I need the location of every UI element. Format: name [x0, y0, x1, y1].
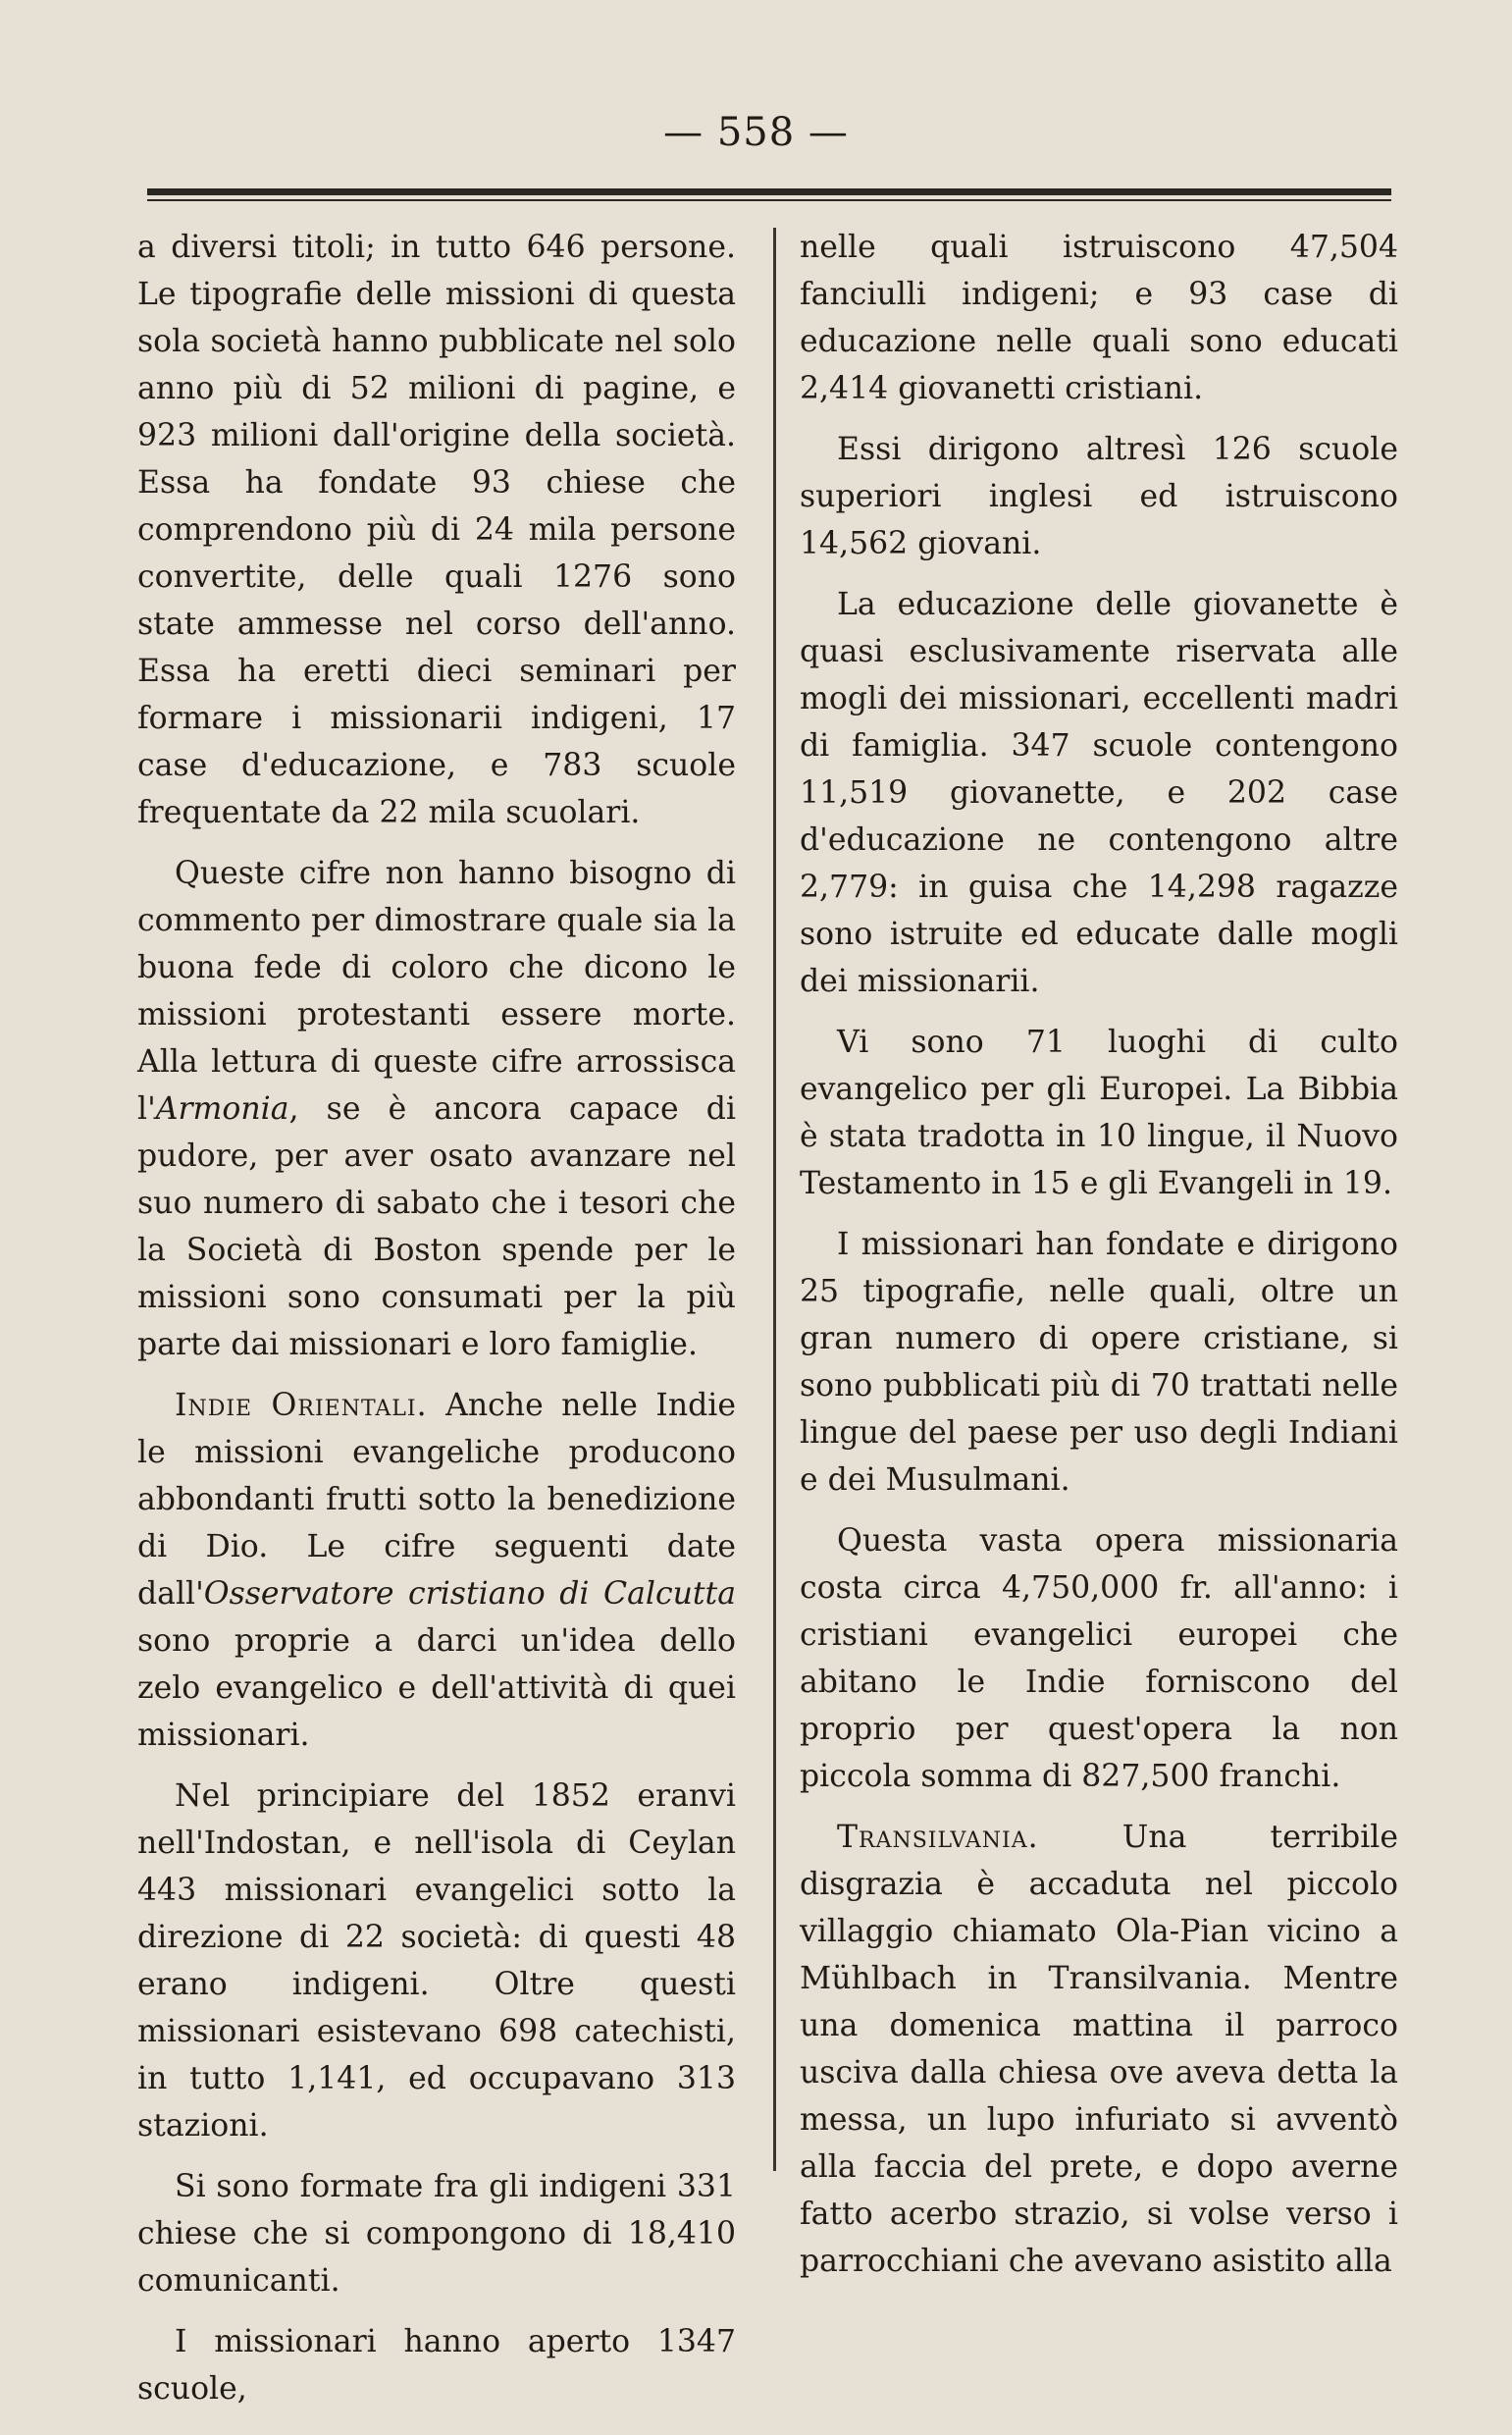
right-column — [800, 224, 1398, 2299]
header-rule-thin — [147, 199, 1391, 201]
paragraph: Essi dirigono altresì 126 scuole superiori inglesi ed istruiscono 14,562 giovani. — [800, 432, 1398, 561]
left-column — [137, 224, 736, 2426]
paragraph: Nel principiare del 1852 eranvi nell'Indostan, e nell'isola di Ceylan 443 missionari evangelici sotto la direzione di 22 società: di questi 48 erano indigeni. Oltre questi missionari esistevano 698 catechisti, in tutto 1,141, ed occupavano 313 stazioni. — [137, 1778, 736, 2144]
paragraph: nelle quali istruiscono 47,504 fanciulli indigeni; e 93 case di educazione nelle quali sono educati 2,414 giovanetti cristiani. — [800, 230, 1398, 406]
header-rule — [147, 188, 1391, 195]
paragraph — [800, 1814, 1398, 2285]
paragraph-text: , se è ancora capace di pudore, per aver osato avanzare nel suo numero di sabato che i tesori che la Società di Boston spende per le missioni sono consumati per la più parte dai missionari e loro famiglie. — [137, 1091, 736, 1362]
column-divider — [773, 228, 776, 2171]
paragraph: I missionari han fondate e dirigono 25 tipografie, nelle quali, oltre un gran numero di opere cristiane, si sono pubblicati più di 70 trattati nelle lingue del paese per uso degli Indiani e dei Musulmani. — [800, 1227, 1398, 1498]
paragraph: Questa vasta opera missionaria costa circa 4,750,000 fr. all'anno: i cristiani evangelici europei che abitano le Indie forniscono del proprio per quest'opera la non piccola somma di 827,500 franchi. — [800, 1523, 1398, 1794]
paragraph: La educazione delle giovanette è quasi esclusivamente riservata alle mogli dei missionari, eccellenti madri di famiglia. 347 scuole contengono 11,519 giovanette, e 202 case d'educazione ne contengono altre 2,779: in guisa che 14,298 ragazze sono istruite ed educate dalle mogli dei missionarii. — [800, 587, 1398, 999]
paragraph: Si sono formate fra gli indigeni 331 chiese che si compongono di 18,410 comunicanti. — [137, 2169, 736, 2299]
paragraph-text: Anche nelle Indie le missioni evangeliche producono abbondanti frutti sotto la benedizione di Dio. Le cifre seguenti date dall' — [137, 1388, 736, 1612]
italic-title: Osservatore cristiano di Calcutta — [203, 1576, 736, 1612]
italic-title: Armonia — [155, 1091, 289, 1127]
section-heading: Transilvania. — [837, 1820, 1039, 1855]
paragraph — [137, 850, 736, 1368]
paragraph: I missionari hanno aperto 1347 scuole, — [137, 2324, 736, 2407]
paragraph-text: Queste cifre non hanno bisogno di commento per dimostrare quale sia la buona fede di coloro che dicono le missioni protestanti essere morte. Alla lettura di queste cifre arrossisca l' — [137, 856, 736, 1127]
paragraph-text: Una terribile disgrazia è accaduta nel piccolo villaggio chiamato Ola-Pian vicino a Mühlbach in Transilvania. Mentre una domenica mattina il parroco usciva dalla chiesa ove aveva detta la messa, un lupo infuriato si avventò alla faccia del prete, e dopo averne fatto acerbo strazio, si volse verso i parrocchiani che avevano asistito alla — [800, 1820, 1398, 2279]
paragraph — [137, 1382, 736, 1759]
paragraph-text: sono proprie a darci un'idea dello zelo evangelico e dell'attività di quei missionari. — [137, 1623, 736, 1753]
paragraph: Vi sono 71 luoghi di culto evangelico per gli Europei. La Bibbia è stata tradotta in 10 lingue, il Nuovo Testamento in 15 e gli Evangeli in 19. — [800, 1025, 1398, 1201]
page-number: — 558 — — [663, 110, 849, 155]
paragraph: a diversi titoli; in tutto 646 persone. Le tipografie delle missioni di questa sola società hanno pubblicate nel solo anno più di 52 milioni di pagine, e 923 milioni dall'origine della società. Essa ha fondate 93 chiese che comprendono più di 24 mila persone convertite, delle quali 1276 sono state ammesse nel corso dell'anno. Essa ha eretti dieci seminari per formare i missionarii indigeni, 17 case d'educazione, e 783 scuole frequentate da 22 mila scuolari. — [137, 230, 736, 830]
section-heading: Indie Orientali. — [175, 1388, 428, 1423]
